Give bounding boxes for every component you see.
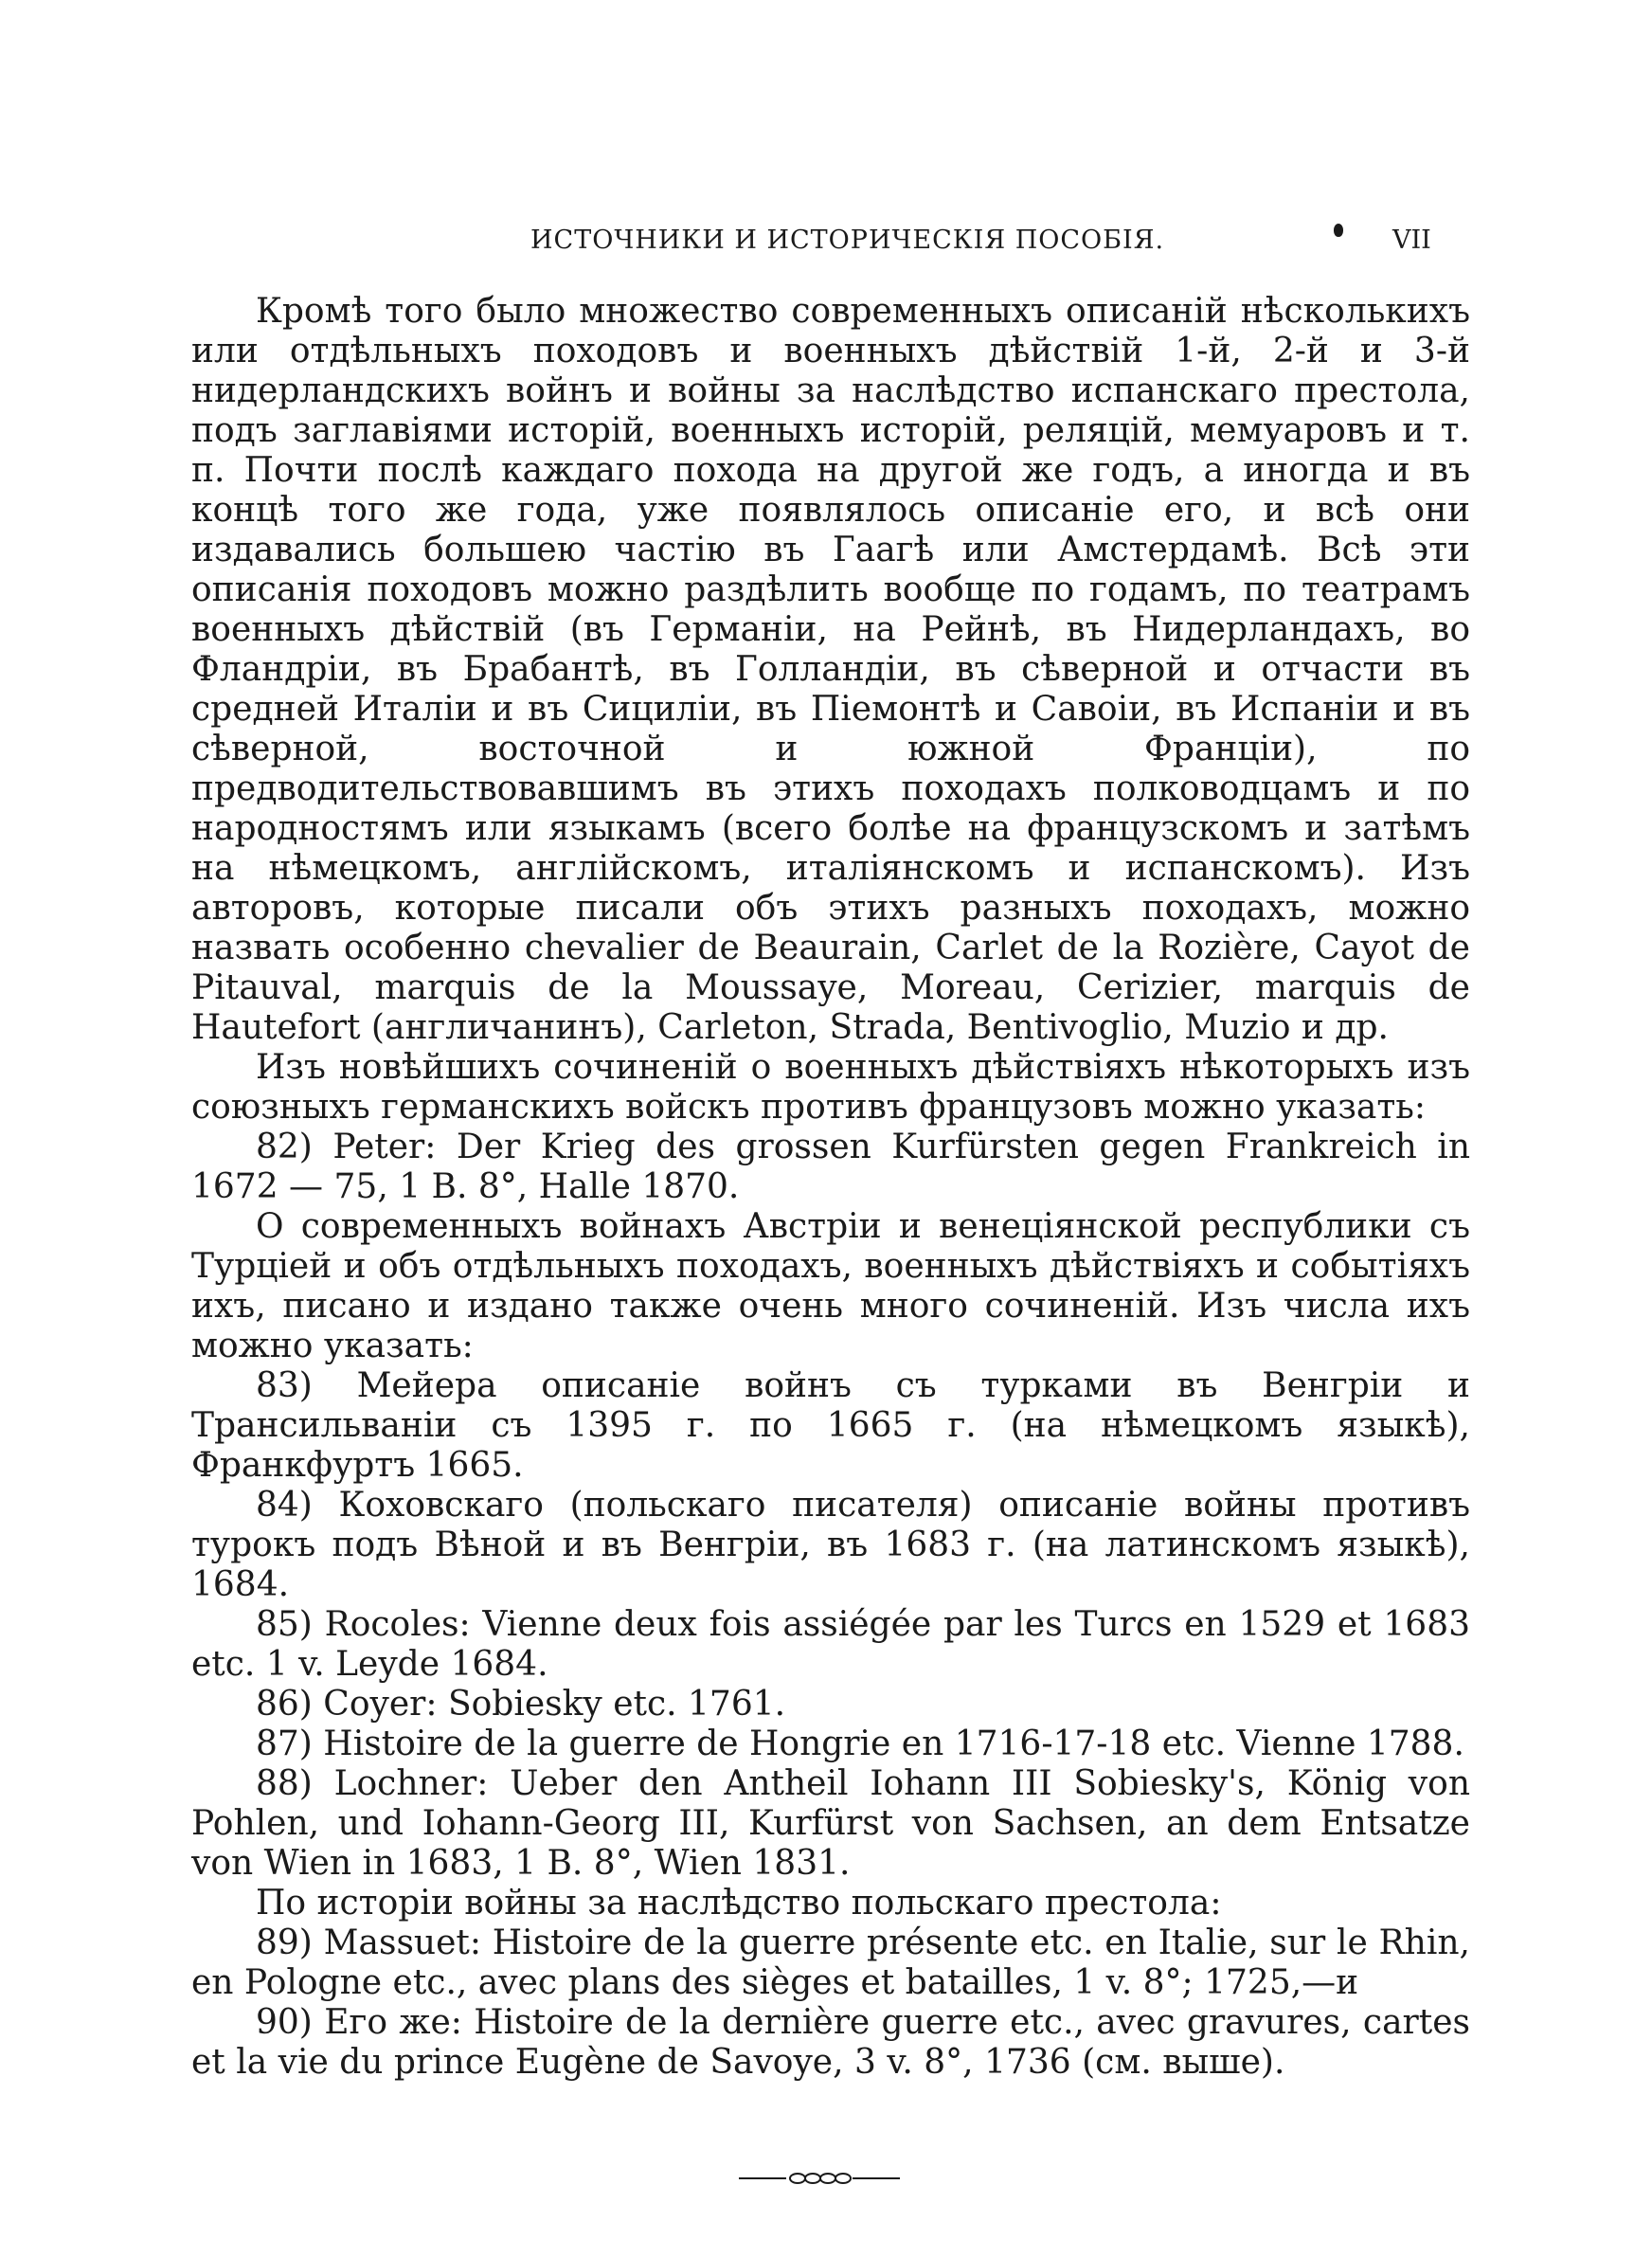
entry-86: 86) Coyer: Sobiesky etc. 1761. [256, 1685, 786, 1724]
printer-mark [1334, 224, 1343, 237]
entry-83: 83) Мейера описаніе войнъ съ турками въ Венгріи и Трансильваніи съ 1395 г. по 1665 г. (на нѣмецкомъ языкѣ), Франкфуртъ 1665. [191, 1366, 1470, 1485]
entry-87: 87) Histoire de la guerre de Hongrie en 1716-17-18 etc. Vienne 1788. [256, 1724, 1464, 1763]
end-ornament-icon [739, 2172, 900, 2185]
entry-90: 90) Его же: Histoire de la dernière guerre etc., avec gravures, cartes et la vie du prince Eugène de Savoye, 3 v. 8°, 1736 (см. выше). [191, 2003, 1470, 2082]
running-title: ИСТОЧНИКИ И ИСТОРИЧЕСКІЯ ПОСОБІЯ. [530, 226, 1165, 255]
paragraph-4: По исторіи войны за наслѣдство польскаго престола: [256, 1884, 1222, 1923]
paragraph-2: Изъ новѣйшихъ сочиненій о военныхъ дѣйствіяхъ нѣкоторыхъ изъ союзныхъ германскихъ войскъ противъ французовъ можно указать: [191, 1048, 1470, 1127]
entry-82: 82) Peter: Der Krieg des grossen Kurfürsten gegen Frankreich in 1672 — 75, 1 B. 8°, Halle 1870. [191, 1128, 1470, 1206]
entry-89: 89) Massuet: Histoire de la guerre présente etc. en Italie, sur le Rhin, en Pologne etc., avec plans des sièges et batailles, 1 v. 8°; 1725,—и [191, 1923, 1470, 2002]
entry-84: 84) Коховскаго (польскаго писателя) описаніе войны противъ турокъ подъ Вѣной и въ Венгріи, въ 1683 г. (на латинскомъ языкѣ), 1684. [191, 1486, 1470, 1604]
body-text [191, 292, 1470, 2083]
entry-88: 88) Lochner: Ueber den Antheil Iohann III Sobiesky's, König von Pohlen, und Iohann-Georg III, Kurfürst von Sachsen, an dem Entsatze von Wien in 1683, 1 B. 8°, Wien 1831. [191, 1764, 1470, 1883]
paragraph-3: О современныхъ войнахъ Австріи и венеціянской республики съ Турціей и объ отдѣльныхъ походахъ, военныхъ дѣйствіяхъ и событіяхъ ихъ, писано и издано также очень много сочиненій. Изъ числа ихъ можно указать: [191, 1207, 1470, 1365]
page-number: VII [1392, 226, 1431, 255]
entry-85: 85) Rocoles: Vienne deux fois assiégée par les Turcs en 1529 et 1683 etc. 1 v. Leyde 1684. [191, 1605, 1470, 1684]
paragraph-1: Кромѣ того было множество современныхъ описаній нѣсколькихъ или отдѣльныхъ походовъ и военныхъ дѣйствій 1-й, 2-й и 3-й нидерландскихъ войнъ и войны за наслѣдство испанскаго престола, подъ заглавіями исторій, военныхъ исторій, реляцій, мемуаровъ и т. п. Почти послѣ каждаго похода на другой же годъ, а иногда и въ концѣ того же года, уже появлялось описаніе его, и всѣ они издавались большею частію въ Гаагѣ или Амстердамѣ. Всѣ эти описанія походовъ можно раздѣлить вообще по годамъ, по театрамъ военныхъ дѣйствій (въ Германіи, на Рейнѣ, въ Нидерландахъ, во Фландріи, въ Брабантѣ, въ Голландіи, въ сѣверной и отчасти въ средней Италіи и въ Сициліи, въ Піемонтѣ и Савоіи, въ Испаніи и въ сѣверной, восточной и южной Франціи), по предводительствовавшимъ въ этихъ походахъ полководцамъ и по народностямъ или языкамъ (всего болѣе на французскомъ и затѣмъ на нѣмецкомъ, англійскомъ, италіянскомъ и испанскомъ). Изъ авторовъ, которые писали объ этихъ разныхъ походахъ, можно назвать особенно chevalier de Beaurain, Carlet de la Rozière, Cayot de Pitauval, marquis de la Moussaye, Moreau, Cerizier, marquis de Hautefort (англичанинъ), Carleton, Strada, Bentivoglio, Muzio и др. [191, 292, 1470, 1047]
